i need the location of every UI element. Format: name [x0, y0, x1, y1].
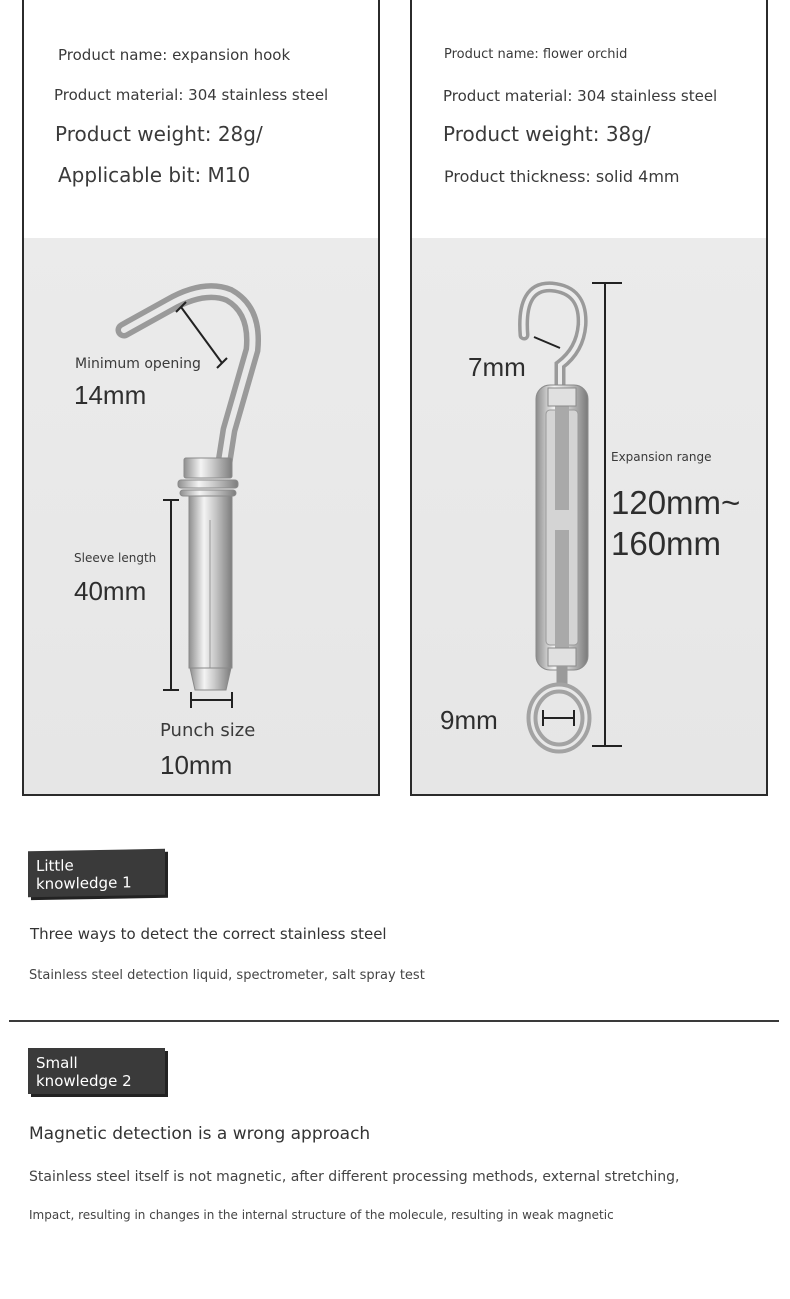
- knowledge-2-title: Magnetic detection is a wrong approach: [29, 1124, 371, 1144]
- expansion-cone: [190, 668, 231, 690]
- badge-line: knowledge 1: [36, 873, 132, 894]
- badge-line: Little: [36, 856, 74, 876]
- knowledge-badge-1: [28, 849, 165, 897]
- knowledge-1-text: Stainless steel detection liquid, spectrometer, salt spray test: [29, 968, 425, 983]
- hex-nut: [184, 458, 232, 478]
- product-material: Product material: 304 stainless steel: [443, 87, 718, 105]
- range-value-min: 120mm~: [611, 484, 741, 521]
- product-name: Product name: expansion hook: [58, 46, 291, 64]
- top-hook: [524, 287, 583, 392]
- product-material: Product material: 304 stainless steel: [54, 86, 329, 104]
- product-panel-flower-orchid: [410, 0, 768, 796]
- knowledge-2-text-1: Stainless steel itself is not magnetic, after different processing methods, external stretching,: [29, 1169, 680, 1185]
- product-name: Product name: flower orchid: [444, 47, 628, 62]
- product-weight: Product weight: 28g/: [55, 122, 263, 146]
- product-weight: Product weight: 38g/: [443, 122, 651, 146]
- range-value-max: 160mm: [611, 525, 722, 562]
- knowledge-1-title: Three ways to detect the correct stainless steel: [30, 925, 387, 943]
- section-divider: [9, 1020, 779, 1022]
- product-thickness: Product thickness: solid 4mm: [444, 167, 680, 186]
- sleeve-label: Sleeve length: [74, 551, 157, 565]
- applicable-bit: Applicable bit: M10: [58, 163, 251, 187]
- washer: [178, 480, 238, 488]
- knowledge-badge-2: [28, 1048, 165, 1094]
- turnbuckle-illustration: [412, 0, 768, 796]
- product-panel-expansion-hook: [22, 0, 380, 796]
- badge-line: knowledge 2: [36, 1072, 132, 1090]
- sleeve-value: 40mm: [74, 576, 147, 606]
- opening-label: Minimum opening: [75, 356, 201, 372]
- punch-label: Punch size: [160, 720, 256, 741]
- hook-opening-value: 7mm: [468, 352, 526, 382]
- badge-line: Small: [36, 1054, 78, 1072]
- eye-size-value: 9mm: [440, 705, 498, 735]
- range-label: Expansion range: [611, 450, 712, 464]
- knowledge-2-text-2: Impact, resulting in changes in the internal structure of the molecule, resulting in weak magnetic: [29, 1208, 614, 1222]
- opening-value: 14mm: [74, 380, 147, 410]
- punch-value: 10mm: [160, 750, 233, 780]
